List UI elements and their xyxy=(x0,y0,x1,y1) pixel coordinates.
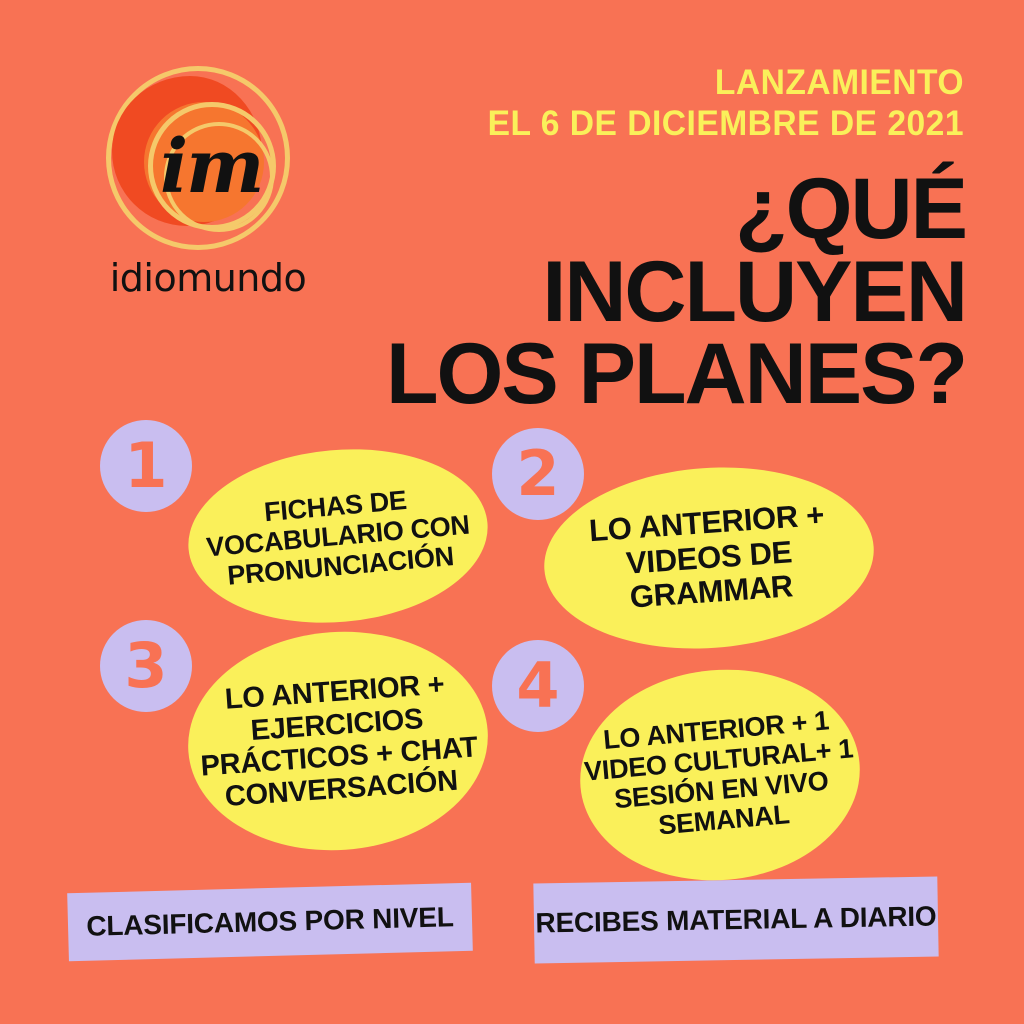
page-title xyxy=(286,161,966,423)
plan-bubble-4: LO ANTERIOR + 1 VIDEO CULTURAL+ 1 SESIÓN EN VIVO SEMANAL xyxy=(571,658,868,892)
plan-item-3 xyxy=(100,620,500,870)
launch-line-1: LANZAMIENTO xyxy=(714,63,964,102)
plan-badge-1: 1 xyxy=(100,420,192,512)
plan-item-2 xyxy=(492,420,892,650)
logo-monogram: im xyxy=(160,124,263,210)
launch-announcement xyxy=(369,62,964,145)
footer-tag-classification: CLASIFICAMOS POR NIVEL xyxy=(67,883,473,962)
plan-item-4 xyxy=(492,630,902,890)
plan-badge-2: 2 xyxy=(492,428,584,520)
brand-name: idiomundo xyxy=(109,256,307,300)
page-title-line-3: LOS PLANES? xyxy=(385,326,966,423)
launch-line-2: EL 6 DE DICIEMBRE DE 2021 xyxy=(487,104,964,144)
plan-badge-3: 3 xyxy=(100,620,192,712)
plan-badge-4: 4 xyxy=(492,640,584,732)
plan-bubble-3: LO ANTERIOR + EJERCICIOS PRÁCTICOS + CHAT CONVERSACIÓN xyxy=(181,622,495,860)
page-title-line-1: ¿QUÉ xyxy=(735,161,966,257)
footer-tag-daily-material: RECIBES MATERIAL A DIARIO xyxy=(533,876,938,963)
plan-item-1 xyxy=(100,420,500,630)
plan-bubble-1: FICHAS DE VOCABULARIO CON PRONUNCIACIÓN xyxy=(181,437,495,634)
logo-mark-icon xyxy=(98,58,298,258)
page-title-line-2: INCLUYEN xyxy=(542,243,966,340)
plan-bubble-2: LO ANTERIOR + VIDEOS DE GRAMMAR xyxy=(538,457,880,660)
